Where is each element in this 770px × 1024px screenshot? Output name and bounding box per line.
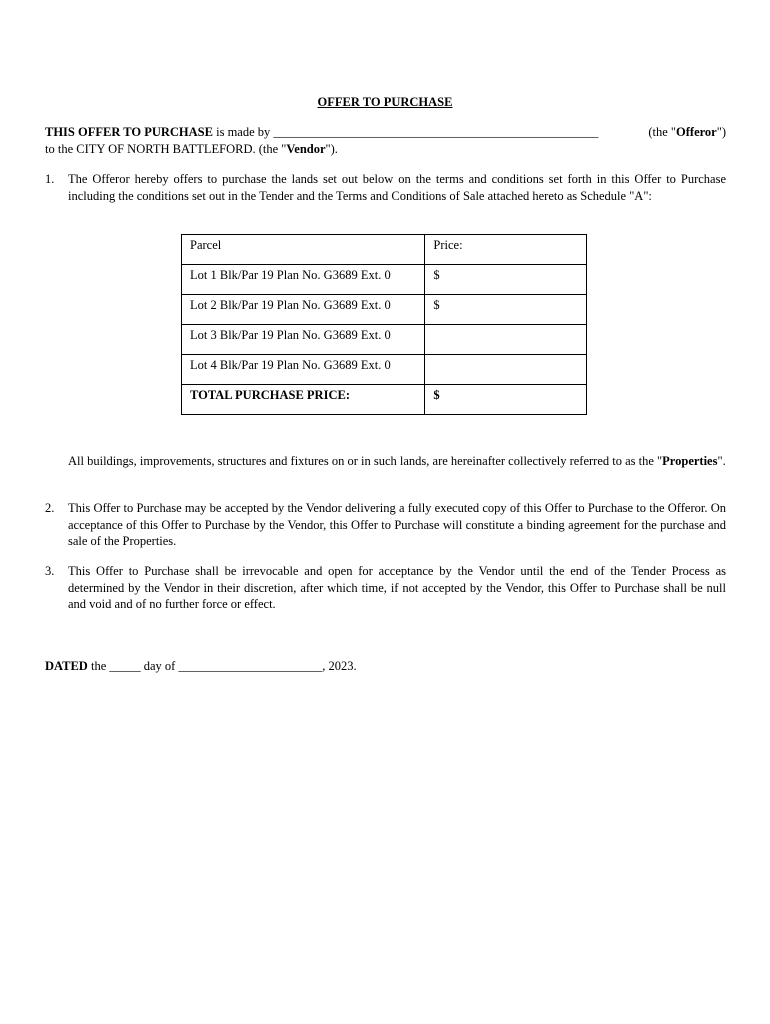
parcel-price-table — [181, 234, 587, 415]
properties-close: ". — [717, 454, 726, 468]
offeror-open: (the " — [648, 125, 677, 139]
clause-2-text: This Offer to Purchase may be accepted by the Vendor delivering a fully executed copy of this Offer to Purchase to the Offeror. On acceptance of this Offer to Purchase by the Vendor, this Offer to Purchase will constitute a binding agreement for the purchase and sale of the Properties. — [68, 501, 726, 548]
parcel-cell: Lot 1 Blk/Par 19 Plan No. G3689 Ext. 0 — [182, 265, 425, 295]
intro-paragraph — [45, 124, 726, 157]
table-row — [182, 325, 587, 355]
table-row — [182, 295, 587, 325]
price-cell: $ — [425, 265, 587, 295]
price-cell — [425, 325, 587, 355]
table-row — [182, 265, 587, 295]
document-title: OFFER TO PURCHASE — [317, 95, 453, 109]
intro-lead — [45, 124, 598, 141]
properties-text: All buildings, improvements, structures and fixtures on or in such lands, are hereinafter collectively referred to as the " — [68, 454, 663, 468]
properties-bold: Properties — [662, 454, 718, 468]
dated-rest: the _____ day of _______________________, 2023. — [87, 659, 357, 673]
header-parcel: Parcel — [182, 235, 425, 265]
parcel-cell: Lot 4 Blk/Par 19 Plan No. G3689 Ext. 0 — [182, 355, 425, 385]
parcel-cell: Lot 2 Blk/Par 19 Plan No. G3689 Ext. 0 — [182, 295, 425, 325]
clause-2-number: 2. — [45, 501, 55, 515]
intro-lead-bold: THIS OFFER TO PURCHASE — [45, 125, 213, 139]
clause-3 — [45, 563, 726, 613]
header-price: Price: — [425, 235, 587, 265]
clause-1-text: The Offeror hereby offers to purchase the lands set out below on the terms and conditions set forth in this Offer to Purchase including the conditions set out in the Tender and the Terms and Conditions of Sale attached hereto as Schedule "A": — [68, 172, 726, 203]
total-price — [425, 385, 587, 415]
offeror-bold: Offeror — [676, 125, 717, 139]
vendor-bold: Vendor — [286, 141, 326, 156]
total-label-bold: TOTAL PURCHASE PRICE: — [190, 388, 350, 402]
intro-line-2 — [45, 141, 726, 158]
table-header-row — [182, 235, 587, 265]
intro-line-1 — [45, 124, 726, 141]
parcel-cell: Lot 3 Blk/Par 19 Plan No. G3689 Ext. 0 — [182, 325, 425, 355]
dated-bold: DATED — [45, 659, 88, 673]
offeror-close: ") — [716, 125, 726, 139]
intro-lead-rest: is made by ____________________________________________________ — [212, 125, 599, 139]
dated-line — [45, 658, 357, 675]
price-cell: $ — [425, 295, 587, 325]
clause-2 — [45, 500, 726, 550]
clause-1-number: 1. — [45, 172, 55, 186]
price-cell — [425, 355, 587, 385]
properties-paragraph — [68, 453, 726, 470]
table-total-row — [182, 385, 587, 415]
clause-3-number: 3. — [45, 564, 55, 578]
clause-3-text: This Offer to Purchase shall be irrevocable and open for acceptance by the Vendor until the end of the Tender Process as determined by the Vendor in their discretion, after which time, if not accepted by the Vendor, this Offer to Purchase shall be null and void and of no further force or effect. — [68, 564, 726, 611]
intro-line2-pre: to the CITY OF NORTH BATTLEFORD. (the " — [45, 141, 287, 156]
total-price-bold: $ — [433, 388, 440, 402]
clause-1 — [45, 171, 726, 204]
offeror-label — [648, 124, 726, 141]
table-row — [182, 355, 587, 385]
intro-line2-post: "). — [325, 141, 338, 156]
total-label — [182, 385, 425, 415]
